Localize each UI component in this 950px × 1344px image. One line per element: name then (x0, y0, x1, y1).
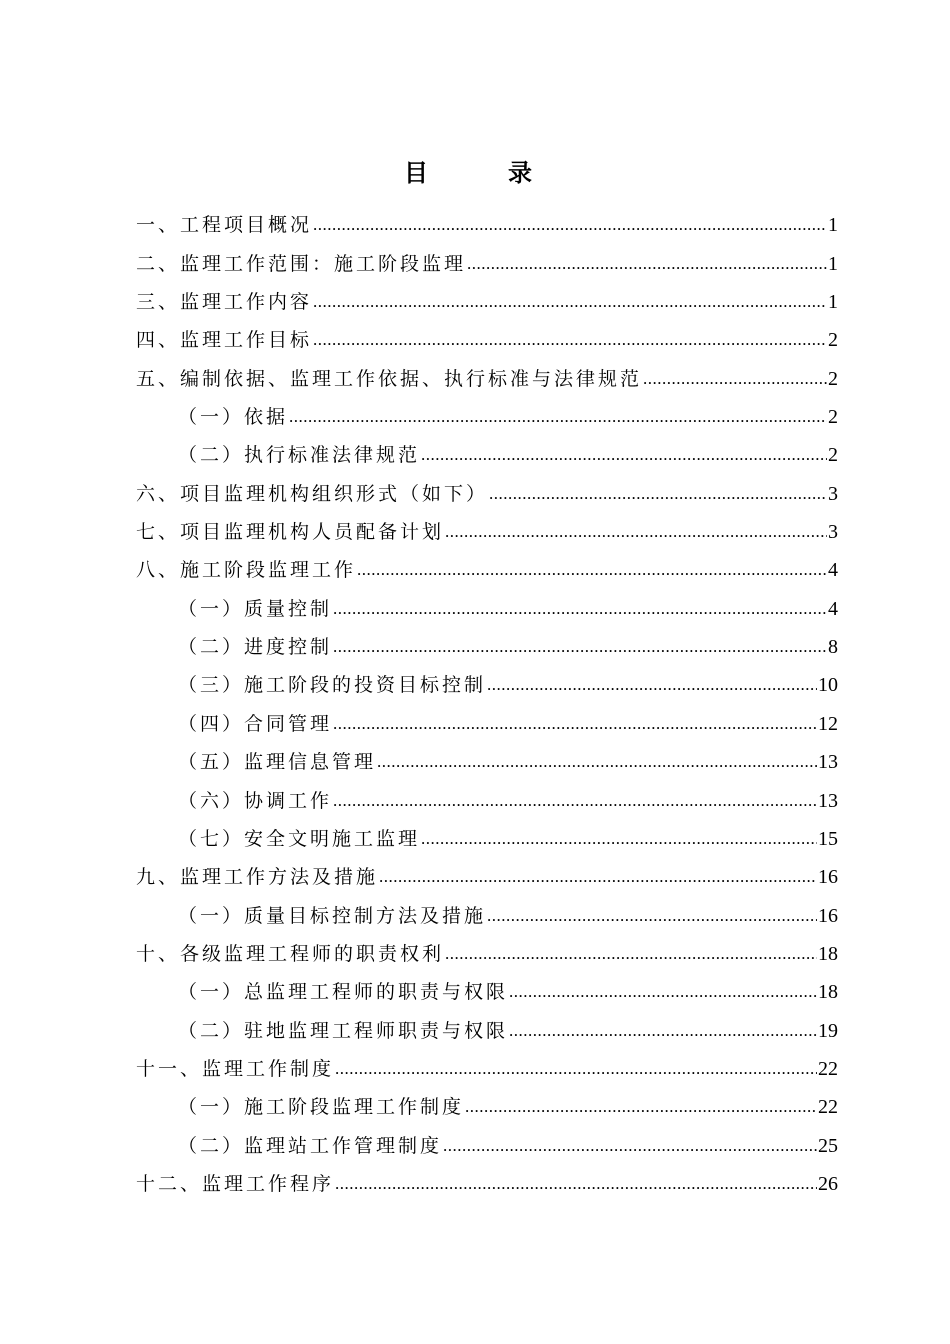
toc-leader-dots (333, 635, 827, 663)
toc-leader-dots (333, 789, 817, 817)
toc-entry-label: （二）驻地监理工程师职责与权限 (178, 1019, 509, 1042)
toc-entry-page: 13 (818, 751, 838, 774)
toc-entry-label: 十、各级监理工程师的职责权利 (136, 942, 445, 965)
toc-entry-page: 2 (828, 406, 838, 429)
toc-entry-page: 2 (828, 444, 838, 467)
toc-leader-dots (313, 290, 827, 318)
toc-leader-dots (335, 1172, 817, 1200)
toc-leader-dots (313, 213, 827, 241)
toc-entry-page: 16 (818, 904, 838, 927)
toc-entry-page: 22 (818, 1057, 838, 1080)
toc-leader-dots (445, 520, 827, 548)
toc-leader-dots (421, 443, 827, 471)
toc-entry-page: 15 (818, 827, 838, 850)
toc-entry-page: 3 (828, 521, 838, 544)
toc-entry[interactable] (136, 203, 838, 241)
toc-entry-page: 25 (818, 1134, 838, 1157)
toc-leader-dots (487, 673, 817, 701)
toc-leader-dots (643, 367, 827, 395)
toc-entry[interactable] (136, 970, 838, 1008)
toc-entry-label: 三、监理工作内容 (136, 291, 313, 314)
toc-entry[interactable] (136, 395, 838, 433)
toc-list (136, 203, 838, 1200)
toc-entry-page: 1 (828, 214, 838, 237)
toc-entry[interactable] (136, 471, 838, 509)
toc-entry-page: 18 (818, 942, 838, 965)
toc-entry-page: 4 (828, 559, 838, 582)
toc-entry-label: （一）施工阶段监理工作制度 (178, 1096, 465, 1119)
toc-entry[interactable] (136, 663, 838, 701)
toc-leader-dots (377, 750, 817, 778)
toc-entry[interactable] (136, 893, 838, 931)
toc-entry-page: 2 (828, 367, 838, 390)
toc-entry[interactable] (136, 548, 838, 586)
toc-entry[interactable] (136, 855, 838, 893)
toc-leader-dots (465, 1095, 817, 1123)
toc-title: 目 录 (404, 159, 560, 187)
toc-entry-label: 五、编制依据、监理工作依据、执行标准与法律规范 (136, 367, 643, 390)
toc-entry-page: 16 (818, 866, 838, 889)
toc-entry-page: 22 (818, 1096, 838, 1119)
toc-leader-dots (445, 942, 817, 970)
toc-entry-label: （六）协调工作 (178, 789, 333, 812)
toc-entry[interactable] (136, 778, 838, 816)
toc-entry-label: （二）进度控制 (178, 636, 333, 659)
toc-entry[interactable] (136, 433, 838, 471)
toc-entry-page: 8 (828, 636, 838, 659)
toc-entry-page: 10 (818, 674, 838, 697)
toc-entry-label: （四）合同管理 (178, 712, 333, 735)
toc-entry[interactable] (136, 932, 838, 970)
toc-entry[interactable] (136, 701, 838, 739)
toc-entry-label: 九、监理工作方法及措施 (136, 866, 379, 889)
toc-leader-dots (467, 252, 827, 280)
toc-leader-dots (421, 827, 817, 855)
toc-entry[interactable] (136, 280, 838, 318)
toc-entry-page: 2 (828, 329, 838, 352)
toc-entry[interactable] (136, 740, 838, 778)
toc-entry-label: （一）质量目标控制方法及措施 (178, 904, 487, 927)
toc-leader-dots (357, 558, 827, 586)
toc-entry[interactable] (136, 1123, 838, 1161)
toc-entry-label: （三）施工阶段的投资目标控制 (178, 674, 487, 697)
toc-leader-dots (289, 405, 827, 433)
toc-entry-page: 1 (828, 252, 838, 275)
toc-entry-label: （一）依据 (178, 406, 289, 429)
toc-leader-dots (509, 1019, 817, 1047)
toc-leader-dots (313, 328, 827, 356)
toc-entry-page: 19 (818, 1019, 838, 1042)
toc-entry-label: （一）质量控制 (178, 597, 333, 620)
toc-entry-label: （二）执行标准法律规范 (178, 444, 421, 467)
toc-entry-page: 3 (828, 482, 838, 505)
toc-entry-label: （二）监理站工作管理制度 (178, 1134, 443, 1157)
toc-entry-label: 六、项目监理机构组织形式（如下） (136, 482, 489, 505)
toc-entry-page: 12 (818, 712, 838, 735)
toc-entry[interactable] (136, 1008, 838, 1046)
toc-entry-label: 十一、监理工作制度 (136, 1057, 335, 1080)
toc-leader-dots (443, 1134, 817, 1162)
toc-entry-page: 18 (818, 981, 838, 1004)
toc-entry[interactable] (136, 625, 838, 663)
toc-entry-label: 一、工程项目概况 (136, 214, 313, 237)
toc-entry-label: 七、项目监理机构人员配备计划 (136, 521, 445, 544)
toc-entry[interactable] (136, 1162, 838, 1200)
toc-entry-page: 1 (828, 291, 838, 314)
toc-entry-label: 四、监理工作目标 (136, 329, 313, 352)
toc-leader-dots (489, 482, 827, 510)
toc-entry-label: （七）安全文明施工监理 (178, 827, 421, 850)
toc-entry-label: 八、施工阶段监理工作 (136, 559, 357, 582)
toc-leader-dots (333, 712, 817, 740)
toc-entry[interactable] (136, 356, 838, 394)
toc-entry-label: 二、监理工作范围：施工阶段监理 (136, 252, 467, 275)
toc-entry-label: 十二、监理工作程序 (136, 1172, 335, 1195)
toc-entry[interactable] (136, 510, 838, 548)
toc-leader-dots (379, 865, 817, 893)
toc-entry[interactable] (136, 318, 838, 356)
toc-entry[interactable] (136, 1047, 838, 1085)
toc-leader-dots (509, 980, 817, 1008)
toc-leader-dots (487, 904, 817, 932)
toc-entry-page: 4 (828, 597, 838, 620)
toc-entry-page: 13 (818, 789, 838, 812)
toc-entry-label: （五）监理信息管理 (178, 751, 377, 774)
toc-entry-page: 26 (818, 1172, 838, 1195)
toc-entry-label: （一）总监理工程师的职责与权限 (178, 981, 509, 1004)
toc-entry[interactable] (136, 586, 838, 624)
toc-leader-dots (335, 1057, 817, 1085)
toc-entry[interactable] (136, 241, 838, 279)
toc-entry[interactable] (136, 1085, 838, 1123)
toc-leader-dots (333, 597, 827, 625)
toc-entry[interactable] (136, 817, 838, 855)
